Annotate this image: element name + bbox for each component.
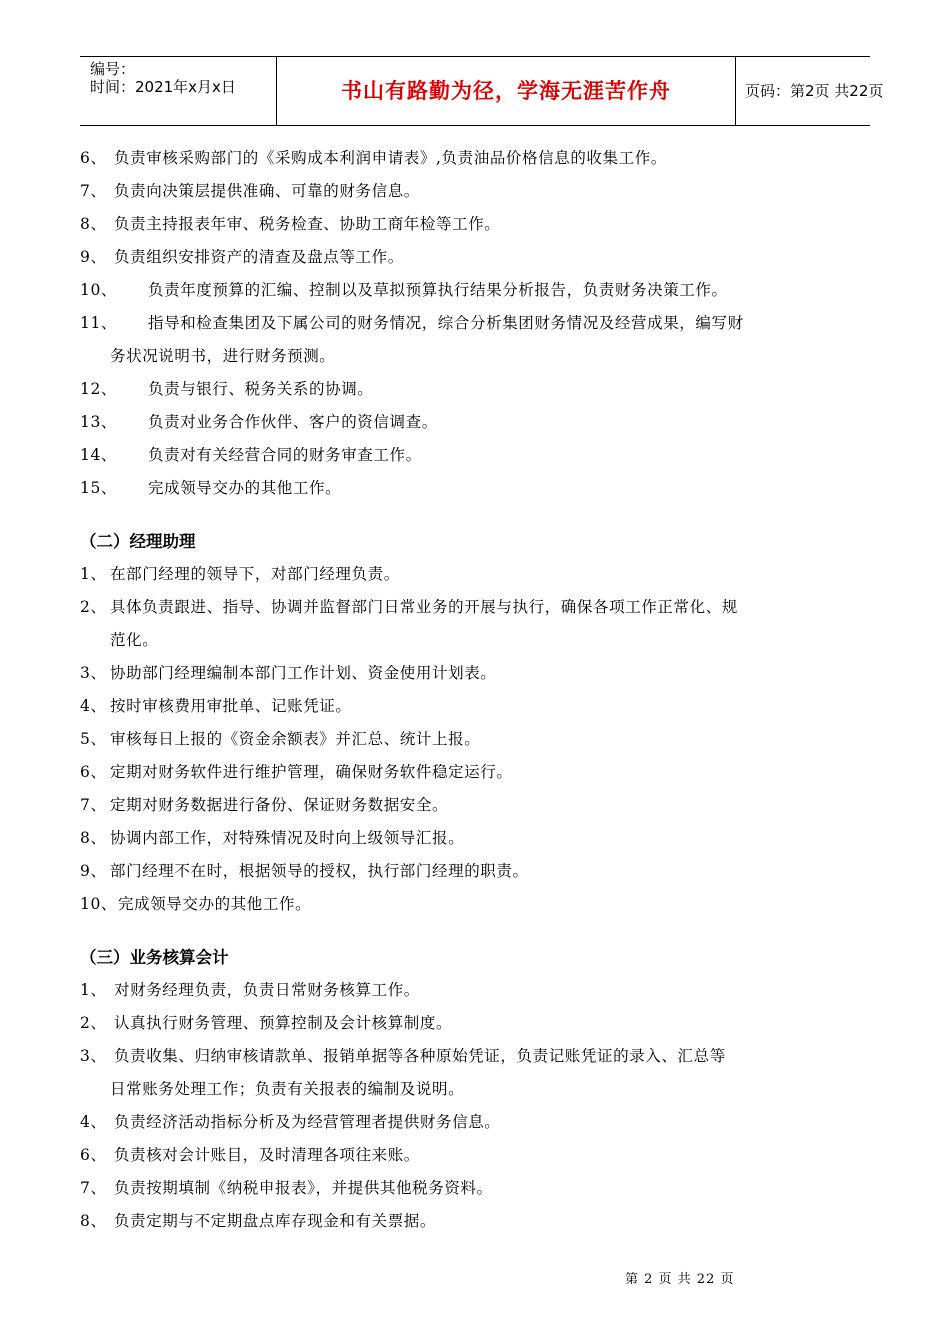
item-number: 9、	[80, 248, 107, 266]
list-item	[80, 241, 875, 274]
item-number: 4、	[80, 697, 107, 715]
item-text: 负责审核采购部门的《采购成本利润申请表》,负责油品价格信息的收集工作。	[114, 149, 667, 167]
item-text: 审核每日上报的《资金余额表》并汇总、统计上报。	[110, 730, 481, 748]
section-3-list	[80, 974, 875, 1238]
list-item	[80, 208, 875, 241]
list-item	[80, 558, 875, 591]
item-text: 在部门经理的领导下，对部门经理负责。	[110, 565, 400, 583]
time-label: 时间：2021年x月x日	[90, 78, 236, 96]
item-text: 负责核对会计账目，及时清理各项往来账。	[114, 1146, 420, 1164]
list-item	[80, 888, 875, 921]
list-item	[80, 1007, 875, 1040]
item-text: 负责对业务合作伙伴、客户的资信调查。	[148, 413, 438, 431]
item-text: 负责对有关经营合同的财务审查工作。	[148, 446, 422, 464]
item-text: 负责向决策层提供准确、可靠的财务信息。	[114, 182, 420, 200]
item-number: 13、	[80, 413, 118, 431]
item-text: 负责定期与不定期盘点库存现金和有关票据。	[114, 1212, 437, 1230]
list-item	[80, 1205, 875, 1238]
item-text: 具体负责跟进、指导、协调并监督部门日常业务的开展与执行，确保各项工作正常化、规	[110, 598, 738, 616]
item-text: 负责主持报表年审、税务检查、协助工商年检等工作。	[114, 215, 501, 233]
item-text: 认真执行财务管理、预算控制及会计核算制度。	[114, 1014, 453, 1032]
item-number: 7、	[80, 182, 107, 200]
header-page-info: 页码：第2页 共22页	[745, 82, 884, 100]
item-number: 10、	[80, 895, 118, 913]
document-body	[80, 142, 875, 1238]
item-continuation: 范化。	[110, 631, 159, 649]
item-text: 按时审核费用审批单、记账凭证。	[110, 697, 352, 715]
list-item	[80, 406, 875, 439]
item-number: 14、	[80, 446, 118, 464]
list-item	[80, 974, 875, 1007]
section-1-list	[80, 142, 875, 505]
list-item	[80, 1172, 875, 1205]
list-item	[80, 472, 875, 505]
list-item	[80, 373, 875, 406]
list-item	[80, 591, 875, 624]
section-2-list	[80, 558, 875, 921]
item-text: 完成领导交办的其他工作。	[148, 479, 342, 497]
item-number: 9、	[80, 862, 107, 880]
item-text: 指导和检查集团及下属公司的财务情况，综合分析集团财务情况及经营成果，编写财	[148, 314, 744, 332]
list-item	[80, 1139, 875, 1172]
item-number: 7、	[80, 796, 107, 814]
item-text: 负责经济活动指标分析及为经营管理者提供财务信息。	[114, 1113, 501, 1131]
list-item	[80, 175, 875, 208]
list-item	[80, 855, 875, 888]
item-text: 负责收集、归纳审核请款单、报销单据等各种原始凭证，负责记账凭证的录入、汇总等	[114, 1047, 726, 1065]
page-header	[80, 56, 884, 126]
item-number: 6、	[80, 1146, 107, 1164]
item-number: 8、	[80, 1212, 107, 1230]
item-text: 完成领导交办的其他工作。	[118, 895, 312, 913]
item-text: 对财务经理负责，负责日常财务核算工作。	[114, 981, 420, 999]
page-footer: 第 2 页 共 22 页	[625, 1272, 735, 1287]
item-number: 8、	[80, 829, 107, 847]
item-continuation: 日常账务处理工作；负责有关报表的编制及说明。	[110, 1080, 465, 1098]
item-number: 5、	[80, 730, 107, 748]
item-number: 2、	[80, 1014, 107, 1032]
item-text: 部门经理不在时，根据领导的授权，执行部门经理的职责。	[110, 862, 529, 880]
list-item	[80, 274, 875, 307]
item-text: 负责按期填制《纳税申报表》，并提供其他税务资料。	[114, 1179, 493, 1197]
item-text: 负责年度预算的汇编、控制以及草拟预算执行结果分析报告，负责财务决策工作。	[148, 281, 728, 299]
item-number: 1、	[80, 981, 107, 999]
list-item	[80, 822, 875, 855]
item-text: 协调内部工作，对特殊情况及时向上级领导汇报。	[110, 829, 465, 847]
item-number: 1、	[80, 565, 107, 583]
item-continuation: 务状况说明书，进行财务预测。	[110, 347, 336, 365]
header-meta	[80, 57, 276, 125]
item-number: 4、	[80, 1113, 107, 1131]
section-2-heading: （二）经理助理	[80, 532, 196, 551]
section-3-heading: （三）业务核算会计	[80, 948, 229, 967]
item-text: 定期对财务软件进行维护管理，确保财务软件稳定运行。	[110, 763, 513, 781]
item-number: 11、	[80, 314, 118, 332]
item-text: 负责与银行、税务关系的协调。	[148, 380, 374, 398]
item-number: 8、	[80, 215, 107, 233]
item-number: 6、	[80, 763, 107, 781]
item-number: 6、	[80, 149, 107, 167]
number-label: 编号：	[90, 60, 136, 78]
list-item	[80, 307, 875, 340]
list-item	[80, 439, 875, 472]
list-item	[80, 690, 875, 723]
item-number: 7、	[80, 1179, 107, 1197]
list-item	[80, 1040, 875, 1073]
item-number: 15、	[80, 479, 118, 497]
list-item	[80, 1106, 875, 1139]
item-text: 定期对财务数据进行备份、保证财务数据安全。	[110, 796, 449, 814]
item-number: 12、	[80, 380, 118, 398]
list-item	[80, 657, 875, 690]
header-motto: 书山有路勤为径，学海无涯苦作舟	[276, 57, 736, 125]
item-text: 负责组织安排资产的清查及盘点等工作。	[114, 248, 404, 266]
item-number: 3、	[80, 664, 107, 682]
item-number: 10、	[80, 281, 118, 299]
list-item	[80, 142, 875, 175]
list-item	[80, 756, 875, 789]
item-number: 3、	[80, 1047, 107, 1065]
item-number: 2、	[80, 598, 107, 616]
list-item	[80, 789, 875, 822]
list-item	[80, 723, 875, 756]
item-text: 协助部门经理编制本部门工作计划、资金使用计划表。	[110, 664, 497, 682]
